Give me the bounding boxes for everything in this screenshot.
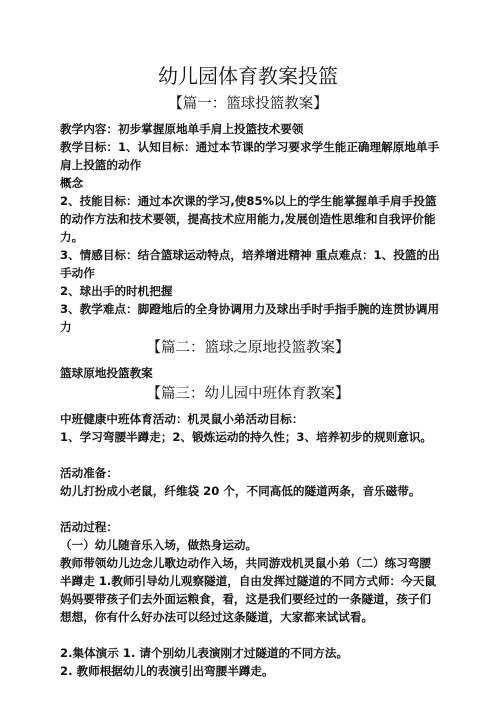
- section-heading-1: 【篇一：篮球投篮教案】: [168, 96, 328, 112]
- paragraph: 活动准备：: [60, 466, 118, 480]
- paragraph: 活动过程：: [60, 520, 118, 534]
- paragraph: 教学内容：初步掌握原地单手肩上投篮技术要领: [60, 122, 304, 136]
- paragraph: （一）幼儿随音乐入场，做热身运动。: [60, 538, 258, 552]
- paragraph: 2、技能目标：通过本次课的学习,使85%以上的学生能掌握单手肩手投篮的动作方法和技术要领，提高技术应用能力,发展创造性思维和自我评价能力。: [60, 194, 437, 244]
- paragraph: 1、学习弯腰半蹲走；2、锻炼运动的持久性；3、培养初步的规则意识。: [60, 430, 433, 444]
- paragraph: 3、教学难点：脚蹬地后的全身协调用力及球出手时手指手腕的连贯协调用力: [60, 302, 440, 334]
- paragraph: 2.集体演示 1. 请个别幼儿表演刚才过隧道的不同方法。: [60, 646, 349, 660]
- document-title: 幼儿园体育教案投篮: [158, 64, 338, 88]
- paragraph: 中班健康中班体育活动：机灵鼠小弟活动目标：: [60, 412, 304, 426]
- paragraph: 篮球原地投篮教案: [60, 366, 153, 380]
- paragraph: 教师带领幼儿边念儿歌边动作入场，共同游戏机灵鼠小弟（二）练习弯腰半蹲走 1.教师引导幼儿观察隧道，自由发挥过隧道的不同方式师：今天鼠妈妈要带孩子们去外面运粮食，看，这是我们要经过的一条隧道，孩子们想想，你有什么好办法可以经过这条隧道，大家都来试试看。: [60, 556, 436, 624]
- section-heading-2: 【篇二：篮球之原地投篮教案】: [146, 340, 350, 356]
- paragraph: 3、情感目标：结合篮球运动特点，培养增进精神 重点难点：1、投篮的出手动作: [60, 248, 440, 280]
- paragraph: 教学目标：1、认知目标：通过本节课的学习要求学生能正确理解原地单手肩上投篮的动作: [60, 140, 440, 172]
- section-heading-3: 【篇三：幼儿园中班体育教案】: [146, 386, 350, 402]
- paragraph: 2. 教师根据幼儿的表演引出弯腰半蹲走。: [60, 664, 274, 678]
- paragraph: 2、球出手的时机把握: [60, 284, 173, 298]
- paragraph: 幼儿打扮成小老鼠，纤维袋 20 个，不同高低的隧道两条，音乐磁带。: [60, 484, 421, 498]
- paragraph: 概念: [60, 176, 84, 190]
